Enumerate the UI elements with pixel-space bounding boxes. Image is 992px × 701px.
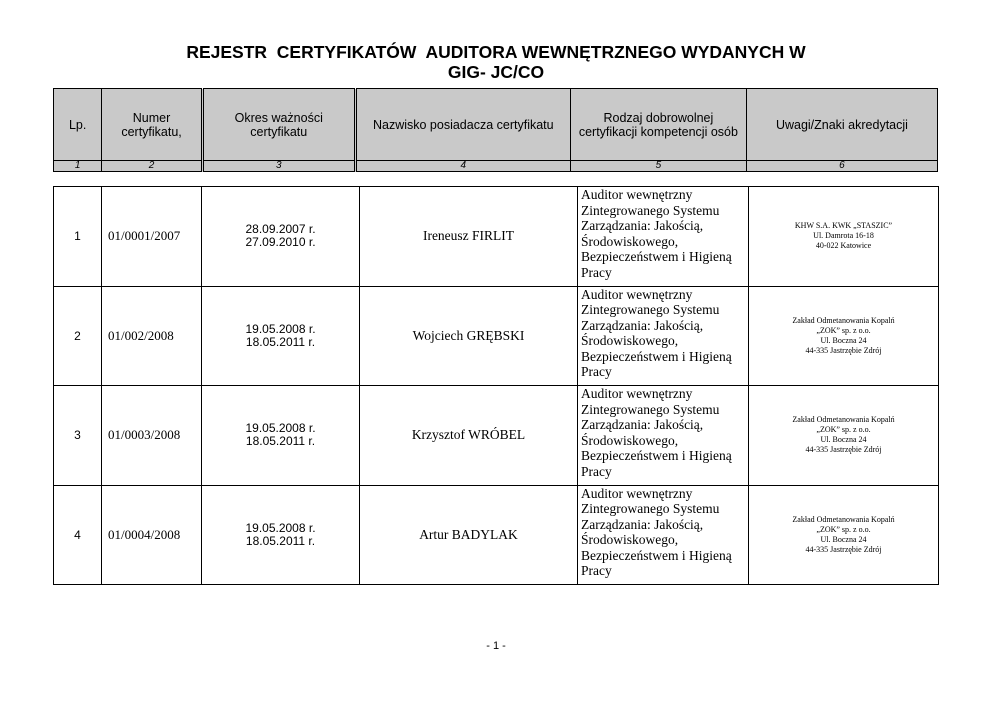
row-certification-kind: Auditor wewnętrzny Zintegrowanego Systemu Zarządzania: Jakością, Środowiskowego, Bezpieczeństwem i Higieną Pracy — [578, 386, 749, 486]
row-holder-name: Ireneusz FIRLIT — [360, 187, 578, 287]
header-notes: Uwagi/Znaki akredytacji — [746, 89, 937, 161]
row-lp: 4 — [54, 485, 102, 585]
row-valid-from: 19.05.2008 r. — [245, 520, 316, 535]
row-notes — [749, 187, 939, 287]
row-validity-period — [202, 485, 360, 585]
header-certificate-number: Numer certyfikatu, — [102, 89, 203, 161]
row-note-line: Zakład Odmetanowania Kopalń — [792, 415, 895, 425]
row-note-line: Zakład Odmetanowania Kopalń — [792, 514, 895, 524]
row-valid-from: 28.09.2007 r. — [245, 222, 316, 237]
row-validity-period — [202, 386, 360, 486]
page-number: - 1 - — [486, 640, 506, 652]
row-note-line: „ZOK” sp. z o.o. — [816, 524, 871, 534]
row-valid-to: 18.05.2011 r. — [245, 434, 316, 449]
row-note-line: 44-335 Jastrzębie Zdrój — [805, 544, 882, 554]
row-holder-name: Krzysztof WRÓBEL — [360, 386, 578, 486]
header-certification-kind: Rodzaj dobrowolnej certyfikacji kompetencji osób — [570, 89, 746, 161]
row-validity-period — [202, 286, 360, 386]
row-valid-from: 19.05.2008 r. — [245, 421, 316, 436]
row-lp: 1 — [54, 187, 102, 287]
row-notes — [749, 286, 939, 386]
header-number-2: 2 — [102, 161, 203, 172]
table-row — [54, 485, 939, 585]
title-line-1: REJESTR CERTYFIKATÓW AUDITORA WEWNĘTRZNEGO WYDANYCH W — [186, 42, 806, 62]
row-certificate-number: 01/0004/2008 — [102, 485, 202, 585]
row-valid-from: 19.05.2008 r. — [245, 321, 316, 336]
row-note-line: 44-335 Jastrzębie Zdrój — [805, 445, 882, 455]
table-row — [54, 187, 939, 287]
row-notes — [749, 386, 939, 486]
header-number-5: 5 — [570, 161, 746, 172]
row-note-line: Ul. Boczna 24 — [820, 435, 867, 445]
row-note-line: KHW S.A. KWK „STASZIC” — [794, 221, 893, 231]
row-validity-period — [202, 187, 360, 287]
row-note-line: Zakład Odmetanowania Kopalń — [792, 315, 895, 325]
row-note-line: „ZOK” sp. z o.o. — [816, 325, 871, 335]
row-valid-to: 18.05.2011 r. — [245, 533, 316, 548]
row-note-line: Ul. Damrota 16-18 — [813, 231, 874, 241]
header-number-4: 4 — [355, 161, 570, 172]
row-certificate-number: 01/002/2008 — [102, 286, 202, 386]
row-holder-name: Wojciech GRĘBSKI — [360, 286, 578, 386]
header-holder-name: Nazwisko posiadacza certyfikatu — [355, 89, 570, 161]
table-row — [54, 386, 939, 486]
row-certificate-number: 01/0003/2008 — [102, 386, 202, 486]
row-lp: 2 — [54, 286, 102, 386]
row-certificate-number: 01/0001/2007 — [102, 187, 202, 287]
row-note-line: 44-335 Jastrzębie Zdrój — [805, 345, 882, 355]
row-certification-kind: Auditor wewnętrzny Zintegrowanego Systemu Zarządzania: Jakością, Środowiskowego, Bezpieczeństwem i Higieną Pracy — [578, 286, 749, 386]
row-note-line: 40-022 Katowice — [815, 241, 872, 251]
header-table — [53, 88, 938, 172]
certificates-table — [53, 186, 939, 585]
header-number-3: 3 — [202, 161, 355, 172]
row-certification-kind: Auditor wewnętrzny Zintegrowanego Systemu Zarządzania: Jakością, Środowiskowego, Bezpieczeństwem i Higieną Pracy — [578, 485, 749, 585]
title-line-2: GIG- JC/CO — [447, 62, 545, 82]
row-valid-to: 18.05.2011 r. — [245, 334, 316, 349]
row-holder-name: Artur BADYLAK — [360, 485, 578, 585]
row-lp: 3 — [54, 386, 102, 486]
row-valid-to: 27.09.2010 r. — [245, 235, 316, 250]
header-validity-period: Okres ważności certyfikatu — [202, 89, 355, 161]
row-note-line: Ul. Boczna 24 — [820, 335, 867, 345]
header-number-6: 6 — [746, 161, 937, 172]
header-number-1: 1 — [54, 161, 102, 172]
row-notes — [749, 485, 939, 585]
header-lp: Lp. — [54, 89, 102, 161]
row-note-line: Ul. Boczna 24 — [820, 534, 867, 544]
table-row — [54, 286, 939, 386]
row-certification-kind: Auditor wewnętrzny Zintegrowanego Systemu Zarządzania: Jakością, Środowiskowego, Bezpieczeństwem i Higieną Pracy — [578, 187, 749, 287]
row-note-line: „ZOK” sp. z o.o. — [816, 425, 871, 435]
page-title — [0, 42, 992, 82]
